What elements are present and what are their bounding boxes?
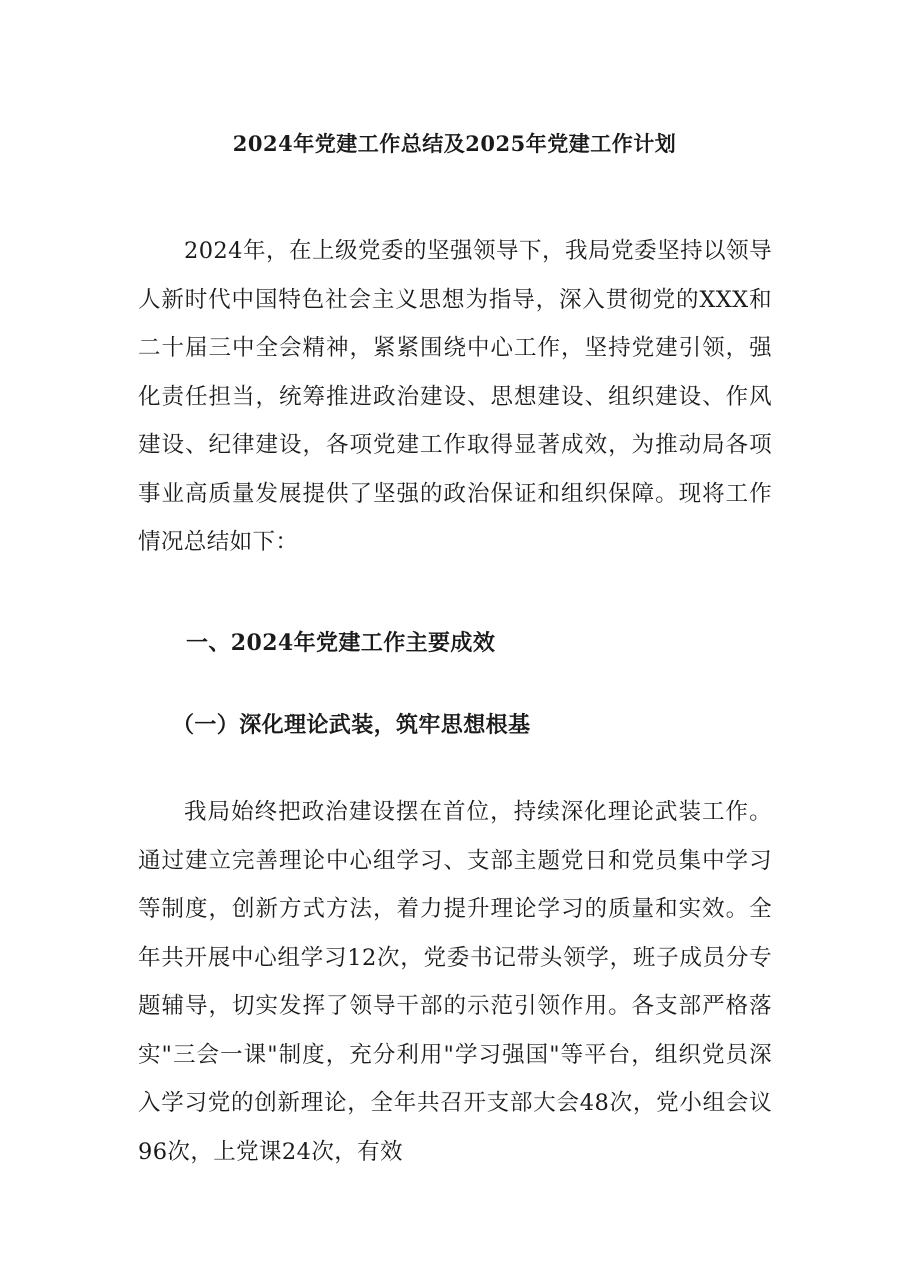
document-title: 2024年党建工作总结及2025年党建工作计划 (232, 131, 677, 156)
section-heading: 一、2024年党建工作主要成效 (186, 630, 496, 656)
intro-paragraph: 2024年，在上级党委的坚强领导下，我局党委坚持以领导人新时代中国特色社会主义思想为指导，深入贯彻党的XXX和二十届三中全会精神，紧紧围绕中心工作，坚持党建引领，强化责任担当，统筹推进政治建设、思想建设、组织建设、作风建设、纪律建设，各项党建工作取得显著成效，为推动局各项事业高质量发展提供了坚强的政治保证和组织保障。现将工作情况总结如下： (138, 238, 772, 555)
body-paragraph: 我局始终把政治建设摆在首位，持续深化理论武装工作。通过建立完善理论中心组学习、支部主题党日和党员集中学习等制度，创新方式方法，着力提升理论学习的质量和实效。全年共开展中心组学习12次，党委书记带头领学，班子成员分专题辅导，切实发挥了领导干部的示范引领作用。各支部严格落实"三会一课"制度，充分利用"学习强国"等平台，组织党员深入学习党的创新理论，全年共召开支部大会48次，党小组会议96次，上党课24次，有效 (138, 799, 772, 1165)
subsection-heading: （一）深化理论武装，筑牢思想根基 (172, 712, 531, 738)
